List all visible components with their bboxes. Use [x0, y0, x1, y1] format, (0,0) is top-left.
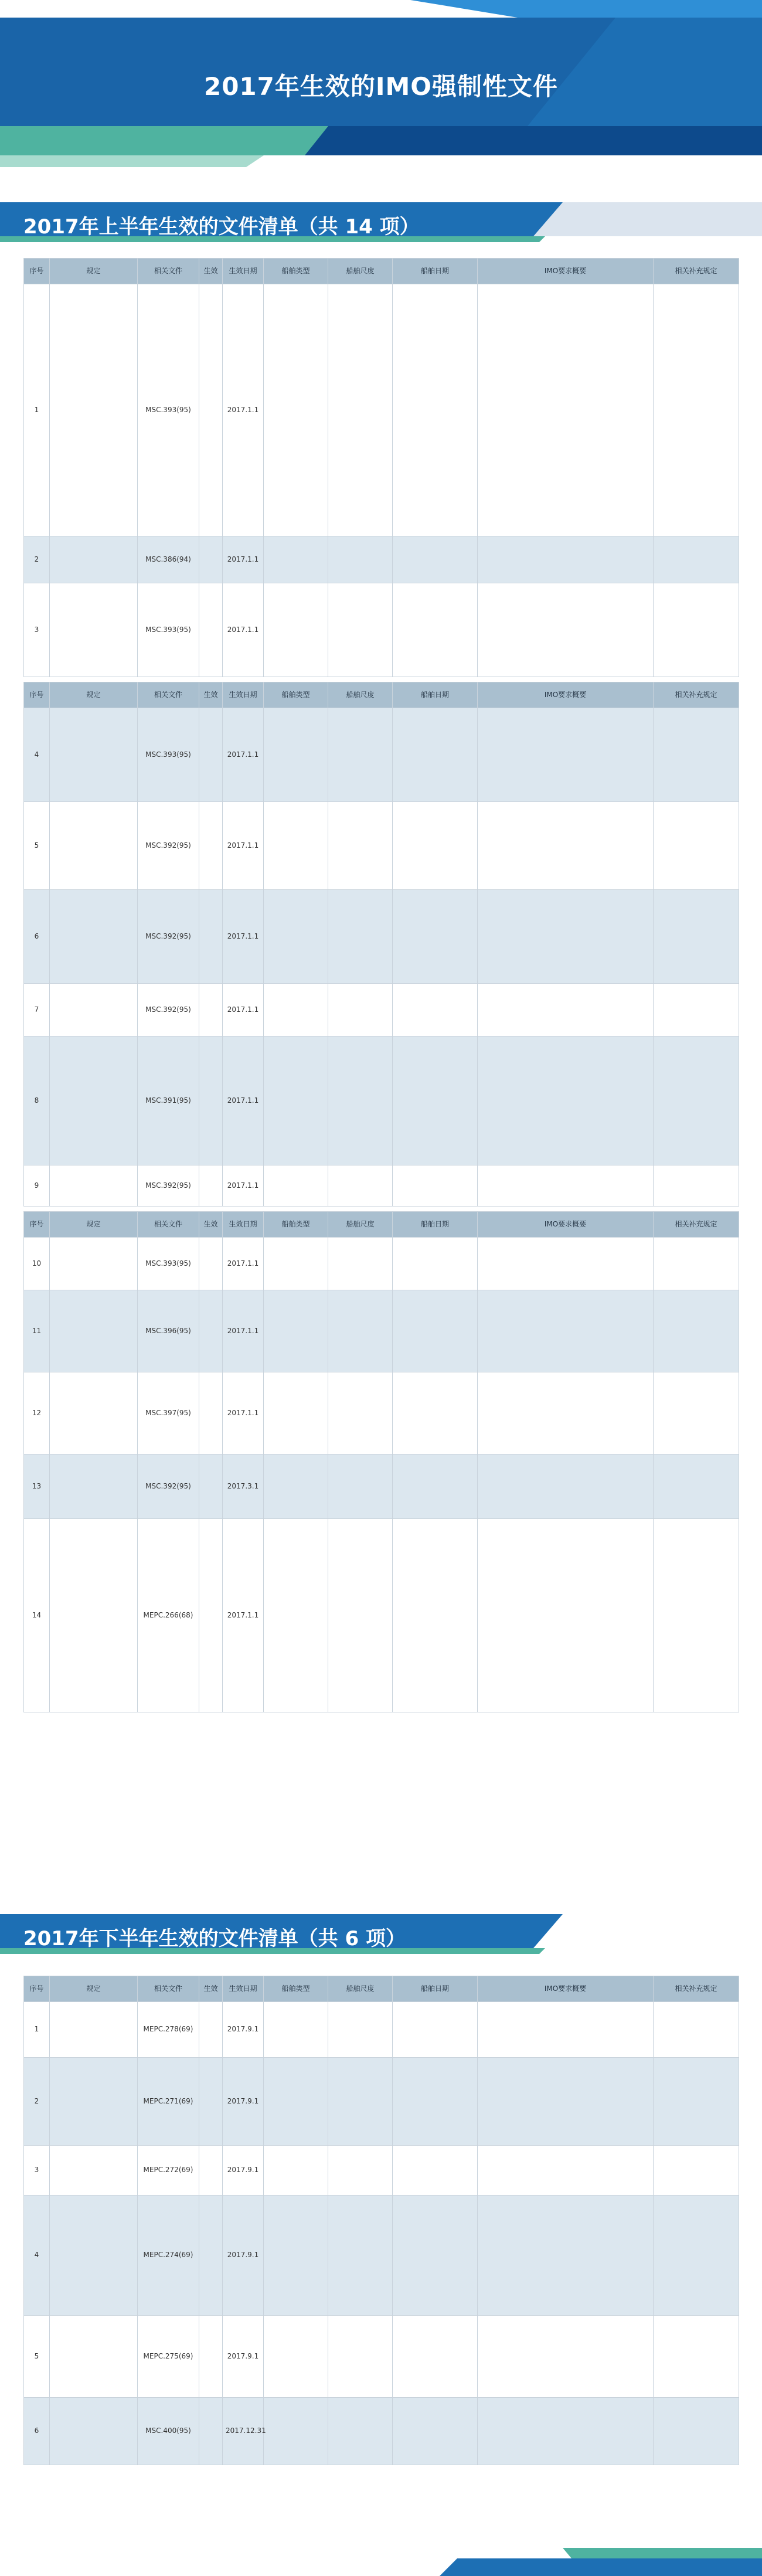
cell-supplement — [654, 2002, 739, 2058]
cell-regulation — [50, 2196, 138, 2316]
cell-no: 3 — [24, 2146, 50, 2196]
cell-date: 2017.1.1 — [223, 1290, 264, 1372]
header-effect: 生效 — [199, 259, 223, 284]
cell-effect — [199, 984, 223, 1036]
table-row — [24, 1290, 739, 1372]
cell-supplement — [654, 708, 739, 802]
header-summary: IMO要求概要 — [478, 259, 654, 284]
header-date: 生效日期 — [223, 1976, 264, 2002]
cell-date: 2017.9.1 — [223, 2002, 264, 2058]
cell-date: 2017.1.1 — [223, 536, 264, 583]
cell-summary — [478, 2002, 654, 2058]
table-row — [24, 2002, 739, 2058]
table-row — [24, 2196, 739, 2316]
cell-summary — [478, 2196, 654, 2316]
header-no: 序号 — [24, 1212, 50, 1238]
cell-effect — [199, 2196, 223, 2316]
cell-document: MEPC.274(69) — [138, 2196, 199, 2316]
header-effect: 生效 — [199, 682, 223, 708]
cell-regulation — [50, 1290, 138, 1372]
cell-summary — [478, 2058, 654, 2146]
cell-ship-size — [328, 2146, 393, 2196]
cell-effect — [199, 1165, 223, 1207]
header-regulation: 规定 — [50, 1212, 138, 1238]
cell-ship-type — [264, 536, 328, 583]
footer-decoration — [0, 2541, 762, 2576]
cell-ship-type — [264, 890, 328, 984]
header-supplement: 相关补充规定 — [654, 259, 739, 284]
header-ship-type: 船舶类型 — [264, 259, 328, 284]
cell-no: 2 — [24, 2058, 50, 2146]
cell-supplement — [654, 2146, 739, 2196]
cell-ship-type — [264, 1290, 328, 1372]
cell-ship-date — [393, 2002, 478, 2058]
cell-document: MEPC.271(69) — [138, 2058, 199, 2146]
table-row — [24, 984, 739, 1036]
cell-regulation — [50, 708, 138, 802]
cell-supplement — [654, 1165, 739, 1207]
cell-effect — [199, 890, 223, 984]
cell-ship-date — [393, 708, 478, 802]
cell-summary — [478, 1454, 654, 1519]
cell-no: 14 — [24, 1519, 50, 1712]
cell-no: 5 — [24, 2316, 50, 2398]
cell-ship-date — [393, 2398, 478, 2465]
cell-ship-size — [328, 1238, 393, 1290]
cell-ship-date — [393, 536, 478, 583]
table-row — [24, 1165, 739, 1207]
cell-no: 4 — [24, 2196, 50, 2316]
cell-ship-type — [264, 1454, 328, 1519]
header-ship-size: 船舶尺度 — [328, 1212, 393, 1238]
cell-summary — [478, 1372, 654, 1454]
cell-effect — [199, 1519, 223, 1712]
table-header-row — [24, 1976, 739, 2002]
cell-no: 5 — [24, 802, 50, 890]
cell-regulation — [50, 1519, 138, 1712]
table-row — [24, 1238, 739, 1290]
header-ship-type: 船舶类型 — [264, 682, 328, 708]
cell-ship-size — [328, 2002, 393, 2058]
cell-ship-type — [264, 2002, 328, 2058]
cell-date: 2017.12.31 — [223, 2398, 264, 2465]
cell-supplement — [654, 2316, 739, 2398]
header-document: 相关文件 — [138, 1212, 199, 1238]
cell-effect — [199, 2058, 223, 2146]
section2-title: 2017年下半年生效的文件清单（共 6 项） — [23, 1927, 406, 1950]
cell-document: MEPC.278(69) — [138, 2002, 199, 2058]
cell-ship-date — [393, 583, 478, 677]
table-row — [24, 2398, 739, 2465]
cell-no: 12 — [24, 1372, 50, 1454]
cell-ship-date — [393, 2058, 478, 2146]
cell-regulation — [50, 1372, 138, 1454]
cell-supplement — [654, 1036, 739, 1165]
cell-ship-size — [328, 1165, 393, 1207]
table-row — [24, 1372, 739, 1454]
cell-ship-size — [328, 802, 393, 890]
cell-ship-type — [264, 2398, 328, 2465]
cell-no: 7 — [24, 984, 50, 1036]
cell-effect — [199, 2316, 223, 2398]
table-row — [24, 2058, 739, 2146]
cell-ship-type — [264, 2196, 328, 2316]
cell-effect — [199, 536, 223, 583]
cell-summary — [478, 1036, 654, 1165]
cell-supplement — [654, 1519, 739, 1712]
cell-effect — [199, 2002, 223, 2058]
cell-ship-size — [328, 708, 393, 802]
cell-date: 2017.1.1 — [223, 890, 264, 984]
table-row — [24, 1519, 739, 1712]
cell-date: 2017.1.1 — [223, 708, 264, 802]
table-row — [24, 2316, 739, 2398]
cell-ship-date — [393, 1519, 478, 1712]
cell-regulation — [50, 2316, 138, 2398]
cell-regulation — [50, 1165, 138, 1207]
cell-ship-date — [393, 984, 478, 1036]
cell-document: MSC.391(95) — [138, 1036, 199, 1165]
cell-summary — [478, 1519, 654, 1712]
header-no: 序号 — [24, 1976, 50, 2002]
cell-no: 11 — [24, 1290, 50, 1372]
cell-document: MEPC.272(69) — [138, 2146, 199, 2196]
cell-ship-size — [328, 1372, 393, 1454]
cell-regulation — [50, 984, 138, 1036]
cell-effect — [199, 284, 223, 536]
cell-ship-date — [393, 1372, 478, 1454]
table-row — [24, 708, 739, 802]
cell-ship-size — [328, 2398, 393, 2465]
cell-ship-date — [393, 284, 478, 536]
cell-summary — [478, 890, 654, 984]
cell-effect — [199, 1290, 223, 1372]
cell-regulation — [50, 2146, 138, 2196]
section1-header — [0, 202, 762, 243]
cell-summary — [478, 2316, 654, 2398]
cell-regulation — [50, 1238, 138, 1290]
header-ship-type: 船舶类型 — [264, 1212, 328, 1238]
header-date: 生效日期 — [223, 1212, 264, 1238]
cell-summary — [478, 583, 654, 677]
cell-supplement — [654, 2058, 739, 2146]
cell-date: 2017.1.1 — [223, 1238, 264, 1290]
cell-ship-date — [393, 1165, 478, 1207]
cell-document: MEPC.275(69) — [138, 2316, 199, 2398]
cell-regulation — [50, 284, 138, 536]
header-effect: 生效 — [199, 1976, 223, 2002]
header-regulation: 规定 — [50, 682, 138, 708]
cell-ship-type — [264, 2058, 328, 2146]
header-regulation: 规定 — [50, 1976, 138, 2002]
cell-no: 6 — [24, 2398, 50, 2465]
cell-date: 2017.3.1 — [223, 1454, 264, 1519]
header-document: 相关文件 — [138, 682, 199, 708]
cell-supplement — [654, 802, 739, 890]
cell-ship-date — [393, 1036, 478, 1165]
cell-no: 8 — [24, 1036, 50, 1165]
cell-document: MSC.393(95) — [138, 583, 199, 677]
table-row — [24, 536, 739, 583]
cell-supplement — [654, 2196, 739, 2316]
header-supplement: 相关补充规定 — [654, 1976, 739, 2002]
cell-regulation — [50, 802, 138, 890]
cell-supplement — [654, 890, 739, 984]
header-summary: IMO要求概要 — [478, 1976, 654, 2002]
cell-effect — [199, 1238, 223, 1290]
cell-supplement — [654, 2398, 739, 2465]
header-ship-date: 船舶日期 — [393, 1976, 478, 2002]
cell-regulation — [50, 890, 138, 984]
cell-regulation — [50, 583, 138, 677]
cell-ship-size — [328, 284, 393, 536]
cell-effect — [199, 2146, 223, 2196]
header-ship-size: 船舶尺度 — [328, 259, 393, 284]
cell-ship-date — [393, 2196, 478, 2316]
cell-date: 2017.1.1 — [223, 1519, 264, 1712]
cell-ship-date — [393, 802, 478, 890]
cell-summary — [478, 536, 654, 583]
cell-ship-type — [264, 284, 328, 536]
cell-ship-size — [328, 984, 393, 1036]
cell-date: 2017.1.1 — [223, 284, 264, 536]
header-ship-size: 船舶尺度 — [328, 682, 393, 708]
cell-date: 2017.9.1 — [223, 2316, 264, 2398]
header-ship-size: 船舶尺度 — [328, 1976, 393, 2002]
cell-summary — [478, 708, 654, 802]
cell-ship-size — [328, 2196, 393, 2316]
cell-ship-date — [393, 2316, 478, 2398]
cell-date: 2017.1.1 — [223, 984, 264, 1036]
header-ship-date: 船舶日期 — [393, 1212, 478, 1238]
header-effect: 生效 — [199, 1212, 223, 1238]
cell-supplement — [654, 1238, 739, 1290]
cell-no: 10 — [24, 1238, 50, 1290]
cell-supplement — [654, 583, 739, 677]
cell-no: 13 — [24, 1454, 50, 1519]
cell-ship-date — [393, 1290, 478, 1372]
cell-document: MSC.396(95) — [138, 1290, 199, 1372]
cell-document: MSC.392(95) — [138, 984, 199, 1036]
cell-summary — [478, 2146, 654, 2196]
cell-regulation — [50, 2002, 138, 2058]
cell-effect — [199, 583, 223, 677]
cell-date: 2017.9.1 — [223, 2146, 264, 2196]
header-supplement: 相关补充规定 — [654, 1212, 739, 1238]
cell-summary — [478, 1290, 654, 1372]
cell-summary — [478, 2398, 654, 2465]
cell-document: MSC.397(95) — [138, 1372, 199, 1454]
table-header-row — [24, 259, 739, 284]
table-row — [24, 583, 739, 677]
table-row — [24, 2146, 739, 2196]
header-ship-date: 船舶日期 — [393, 259, 478, 284]
cell-supplement — [654, 1290, 739, 1372]
cell-ship-type — [264, 583, 328, 677]
cell-document: MSC.392(95) — [138, 802, 199, 890]
cell-ship-type — [264, 984, 328, 1036]
cell-ship-type — [264, 708, 328, 802]
cell-document: MSC.393(95) — [138, 708, 199, 802]
table-row — [24, 890, 739, 984]
cell-date: 2017.1.1 — [223, 1165, 264, 1207]
cell-ship-date — [393, 2146, 478, 2196]
cell-document: MSC.392(95) — [138, 1454, 199, 1519]
header-summary: IMO要求概要 — [478, 682, 654, 708]
cell-supplement — [654, 536, 739, 583]
cell-ship-type — [264, 2316, 328, 2398]
cell-summary — [478, 1238, 654, 1290]
cell-effect — [199, 1036, 223, 1165]
cell-no: 6 — [24, 890, 50, 984]
cell-ship-type — [264, 2146, 328, 2196]
cell-document: MSC.393(95) — [138, 284, 199, 536]
cell-regulation — [50, 536, 138, 583]
header-supplement: 相关补充规定 — [654, 682, 739, 708]
cell-document: MSC.392(95) — [138, 1165, 199, 1207]
cell-no: 4 — [24, 708, 50, 802]
cell-document: MSC.400(95) — [138, 2398, 199, 2465]
cell-no: 3 — [24, 583, 50, 677]
cell-ship-type — [264, 1036, 328, 1165]
cell-ship-date — [393, 1238, 478, 1290]
cell-effect — [199, 1372, 223, 1454]
cell-ship-size — [328, 2316, 393, 2398]
cell-date: 2017.1.1 — [223, 1372, 264, 1454]
section1-title: 2017年上半年生效的文件清单（共 14 项） — [23, 215, 420, 239]
cell-date: 2017.1.1 — [223, 583, 264, 677]
cell-regulation — [50, 1036, 138, 1165]
cell-regulation — [50, 2058, 138, 2146]
cell-ship-size — [328, 1290, 393, 1372]
cell-date: 2017.1.1 — [223, 802, 264, 890]
cell-ship-date — [393, 890, 478, 984]
cell-supplement — [654, 1454, 739, 1519]
cell-no: 2 — [24, 536, 50, 583]
table-row — [24, 284, 739, 536]
section1-table — [23, 258, 739, 1712]
cell-ship-size — [328, 1036, 393, 1165]
cell-effect — [199, 708, 223, 802]
cell-effect — [199, 1454, 223, 1519]
cell-document: MSC.386(94) — [138, 536, 199, 583]
header-regulation: 规定 — [50, 259, 138, 284]
cell-date: 2017.1.1 — [223, 1036, 264, 1165]
cell-effect — [199, 802, 223, 890]
cell-ship-size — [328, 583, 393, 677]
header-date: 生效日期 — [223, 682, 264, 708]
page-title: 2017年生效的IMO强制性文件 — [203, 72, 559, 101]
cell-date: 2017.9.1 — [223, 2196, 264, 2316]
cell-supplement — [654, 284, 739, 536]
cell-regulation — [50, 2398, 138, 2465]
table-row — [24, 1454, 739, 1519]
cell-ship-size — [328, 1519, 393, 1712]
header-document: 相关文件 — [138, 1976, 199, 2002]
section2-header — [0, 1914, 762, 1955]
header-no: 序号 — [24, 259, 50, 284]
cell-supplement — [654, 1372, 739, 1454]
header-ship-date: 船舶日期 — [393, 682, 478, 708]
section2-table — [23, 1976, 739, 2465]
cell-date: 2017.9.1 — [223, 2058, 264, 2146]
cell-regulation — [50, 1454, 138, 1519]
header-ship-type: 船舶类型 — [264, 1976, 328, 2002]
cell-summary — [478, 802, 654, 890]
cell-ship-type — [264, 1238, 328, 1290]
cell-summary — [478, 1165, 654, 1207]
table-row — [24, 1036, 739, 1165]
table-row — [24, 802, 739, 890]
cell-no: 1 — [24, 284, 50, 536]
page-banner — [0, 0, 762, 176]
table-header-row — [24, 682, 739, 708]
cell-no: 9 — [24, 1165, 50, 1207]
cell-no: 1 — [24, 2002, 50, 2058]
cell-ship-type — [264, 1372, 328, 1454]
header-document: 相关文件 — [138, 259, 199, 284]
cell-document: MSC.393(95) — [138, 1238, 199, 1290]
cell-document: MSC.392(95) — [138, 890, 199, 984]
cell-ship-type — [264, 1165, 328, 1207]
cell-ship-size — [328, 1454, 393, 1519]
cell-summary — [478, 984, 654, 1036]
table-header-row — [24, 1212, 739, 1238]
cell-document: MEPC.266(68) — [138, 1519, 199, 1712]
header-summary: IMO要求概要 — [478, 1212, 654, 1238]
cell-summary — [478, 284, 654, 536]
cell-ship-size — [328, 2058, 393, 2146]
cell-ship-date — [393, 1454, 478, 1519]
cell-ship-size — [328, 536, 393, 583]
header-no: 序号 — [24, 682, 50, 708]
cell-ship-type — [264, 1519, 328, 1712]
cell-supplement — [654, 984, 739, 1036]
cell-ship-type — [264, 802, 328, 890]
cell-ship-size — [328, 890, 393, 984]
header-date: 生效日期 — [223, 259, 264, 284]
cell-effect — [199, 2398, 223, 2465]
